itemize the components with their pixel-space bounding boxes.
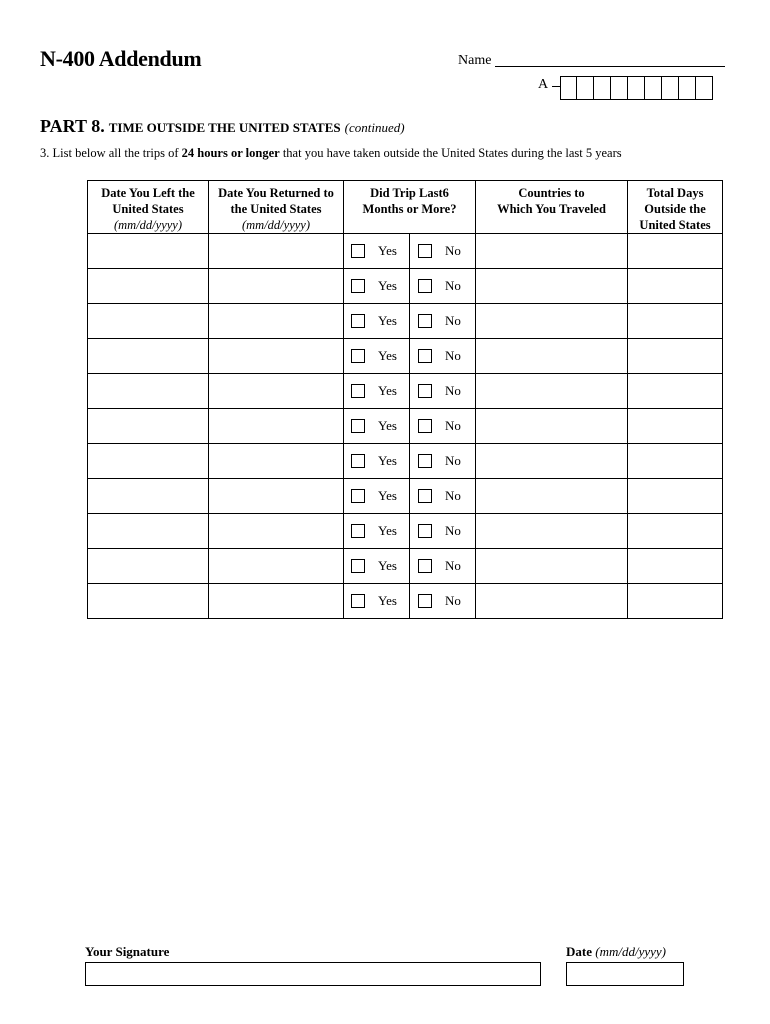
- table-row: [88, 374, 723, 409]
- a-number-digit-box[interactable]: [628, 76, 645, 100]
- countries-cell[interactable]: [476, 339, 628, 374]
- table-header-row: [88, 181, 723, 234]
- form-title: N-400 Addendum: [40, 46, 202, 71]
- col-header-line: Date You Left the: [101, 186, 195, 200]
- no-label: No: [445, 558, 461, 573]
- a-number-digit-box[interactable]: [645, 76, 662, 100]
- a-number-digit-box[interactable]: [696, 76, 713, 100]
- yes-option: [344, 409, 410, 444]
- date-field[interactable]: [566, 962, 684, 986]
- yes-checkbox[interactable]: [351, 559, 365, 573]
- col-header-line: United States: [112, 202, 184, 216]
- days-cell[interactable]: [628, 514, 723, 549]
- no-label: No: [445, 523, 461, 538]
- yes-option: [344, 339, 410, 374]
- date-returned-cell[interactable]: [209, 409, 344, 444]
- date-returned-cell[interactable]: [209, 269, 344, 304]
- yes-option: [344, 269, 410, 304]
- col-header-line: Total Days: [646, 186, 704, 200]
- no-option: [410, 304, 476, 339]
- date-left-cell[interactable]: [88, 269, 209, 304]
- no-checkbox[interactable]: [418, 419, 432, 433]
- days-cell[interactable]: [628, 339, 723, 374]
- no-option: [410, 374, 476, 409]
- part-title: TIME OUTSIDE THE UNITED STATES: [108, 120, 341, 135]
- a-number-digit-box[interactable]: [560, 76, 577, 100]
- col-header-line: Date You Returned to: [218, 186, 334, 200]
- col-header-date-returned: [209, 181, 344, 234]
- days-cell[interactable]: [628, 409, 723, 444]
- a-number-label: A: [538, 77, 549, 92]
- date-returned-cell[interactable]: [209, 444, 344, 479]
- no-label: No: [445, 488, 461, 503]
- no-label: No: [445, 418, 461, 433]
- col-header-countries: [476, 181, 628, 234]
- instruction-emphasis: 24 hours or longer: [181, 146, 280, 160]
- days-cell[interactable]: [628, 234, 723, 269]
- no-label: No: [445, 278, 461, 293]
- no-option: [410, 444, 476, 479]
- a-number-digit-box[interactable]: [594, 76, 611, 100]
- no-label: No: [445, 243, 461, 258]
- countries-cell[interactable]: [476, 514, 628, 549]
- yes-label: Yes: [378, 243, 397, 258]
- countries-cell[interactable]: [476, 374, 628, 409]
- yes-label: Yes: [378, 313, 397, 328]
- yes-label: Yes: [378, 523, 397, 538]
- countries-cell[interactable]: [476, 479, 628, 514]
- yes-option: [344, 444, 410, 479]
- no-label: No: [445, 348, 461, 363]
- name-field[interactable]: [495, 66, 725, 67]
- no-checkbox[interactable]: [418, 279, 432, 293]
- no-label: No: [445, 313, 461, 328]
- yes-checkbox[interactable]: [351, 314, 365, 328]
- no-option: [410, 269, 476, 304]
- name-label: Name: [458, 53, 492, 68]
- no-checkbox[interactable]: [418, 594, 432, 608]
- date-returned-cell[interactable]: [209, 584, 344, 619]
- yes-checkbox[interactable]: [351, 349, 365, 363]
- date-label: [566, 944, 666, 960]
- table-row: [88, 549, 723, 584]
- col-header-date-left: [88, 181, 209, 234]
- table-row: [88, 304, 723, 339]
- yes-label: Yes: [378, 593, 397, 608]
- col-header-line: Countries to: [518, 186, 585, 200]
- yes-option: [344, 549, 410, 584]
- date-left-cell[interactable]: [88, 514, 209, 549]
- yes-checkbox[interactable]: [351, 489, 365, 503]
- date-returned-cell[interactable]: [209, 339, 344, 374]
- no-option: [410, 234, 476, 269]
- days-cell[interactable]: [628, 479, 723, 514]
- yes-label: Yes: [378, 383, 397, 398]
- date-left-cell[interactable]: [88, 584, 209, 619]
- part-number: PART 8.: [40, 116, 105, 136]
- countries-cell[interactable]: [476, 304, 628, 339]
- date-left-cell[interactable]: [88, 339, 209, 374]
- yes-option: [344, 514, 410, 549]
- date-left-cell[interactable]: [88, 234, 209, 269]
- no-option: [410, 584, 476, 619]
- no-label: No: [445, 453, 461, 468]
- yes-checkbox[interactable]: [351, 244, 365, 258]
- days-cell[interactable]: [628, 374, 723, 409]
- table-row: [88, 514, 723, 549]
- part-continued: (continued): [344, 120, 405, 135]
- yes-option: [344, 304, 410, 339]
- days-cell[interactable]: [628, 549, 723, 584]
- col-header-line: Months or More?: [362, 202, 457, 216]
- yes-option: [344, 479, 410, 514]
- date-left-cell[interactable]: [88, 374, 209, 409]
- trips-table: [87, 180, 723, 619]
- no-checkbox[interactable]: [418, 314, 432, 328]
- date-left-cell[interactable]: [88, 444, 209, 479]
- instruction-prefix: 3. List below all the trips of: [40, 146, 182, 160]
- no-option: [410, 479, 476, 514]
- yes-option: [344, 234, 410, 269]
- no-checkbox[interactable]: [418, 454, 432, 468]
- yes-checkbox[interactable]: [351, 384, 365, 398]
- instruction-text: [40, 146, 622, 161]
- table-row: [88, 234, 723, 269]
- yes-option: [344, 584, 410, 619]
- countries-cell[interactable]: [476, 409, 628, 444]
- no-checkbox[interactable]: [418, 559, 432, 573]
- date-format: (mm/dd/yyyy): [595, 944, 666, 959]
- yes-checkbox[interactable]: [351, 279, 365, 293]
- a-number-digit-box[interactable]: [662, 76, 679, 100]
- trips-table-body: [88, 234, 723, 619]
- no-option: [410, 549, 476, 584]
- days-cell[interactable]: [628, 269, 723, 304]
- table-row: [88, 584, 723, 619]
- date-returned-cell[interactable]: [209, 234, 344, 269]
- yes-label: Yes: [378, 278, 397, 293]
- countries-cell[interactable]: [476, 269, 628, 304]
- table-row: [88, 339, 723, 374]
- yes-checkbox[interactable]: [351, 594, 365, 608]
- col-header-days: [628, 181, 723, 234]
- days-cell[interactable]: [628, 584, 723, 619]
- yes-label: Yes: [378, 418, 397, 433]
- col-header-line: United States: [639, 218, 711, 232]
- yes-label: Yes: [378, 348, 397, 363]
- table-row: [88, 269, 723, 304]
- a-number-digit-box[interactable]: [611, 76, 628, 100]
- col-header-format: (mm/dd/yyyy): [113, 218, 183, 232]
- a-number-dash: [552, 86, 560, 87]
- no-checkbox[interactable]: [418, 349, 432, 363]
- signature-label: Your Signature: [85, 944, 170, 959]
- col-header-line: Which You Traveled: [497, 202, 606, 216]
- no-option: [410, 409, 476, 444]
- countries-cell[interactable]: [476, 234, 628, 269]
- date-returned-cell[interactable]: [209, 549, 344, 584]
- no-option: [410, 514, 476, 549]
- signature-field[interactable]: [85, 962, 541, 986]
- date-returned-cell[interactable]: [209, 514, 344, 549]
- no-option: [410, 339, 476, 374]
- yes-label: Yes: [378, 488, 397, 503]
- no-checkbox[interactable]: [418, 524, 432, 538]
- yes-label: Yes: [378, 558, 397, 573]
- date-left-cell[interactable]: [88, 479, 209, 514]
- table-row: [88, 479, 723, 514]
- part-heading: [40, 116, 405, 137]
- col-header-line: Outside the: [644, 202, 706, 216]
- no-checkbox[interactable]: [418, 384, 432, 398]
- no-label: No: [445, 593, 461, 608]
- countries-cell[interactable]: [476, 444, 628, 479]
- date-returned-cell[interactable]: [209, 304, 344, 339]
- date-returned-cell[interactable]: [209, 479, 344, 514]
- date-left-cell[interactable]: [88, 304, 209, 339]
- yes-checkbox[interactable]: [351, 524, 365, 538]
- date-left-cell[interactable]: [88, 409, 209, 444]
- yes-checkbox[interactable]: [351, 454, 365, 468]
- date-returned-cell[interactable]: [209, 374, 344, 409]
- no-checkbox[interactable]: [418, 244, 432, 258]
- yes-option: [344, 374, 410, 409]
- table-row: [88, 409, 723, 444]
- table-row: [88, 444, 723, 479]
- date-left-cell[interactable]: [88, 549, 209, 584]
- a-number-field[interactable]: [560, 76, 713, 100]
- days-cell[interactable]: [628, 304, 723, 339]
- yes-checkbox[interactable]: [351, 419, 365, 433]
- col-header-line: Did Trip Last6: [370, 186, 449, 200]
- countries-cell[interactable]: [476, 584, 628, 619]
- a-number-digit-box[interactable]: [577, 76, 594, 100]
- days-cell[interactable]: [628, 444, 723, 479]
- col-header-format: (mm/dd/yyyy): [241, 218, 311, 232]
- no-label: No: [445, 383, 461, 398]
- col-header-six-months: [344, 181, 476, 234]
- no-checkbox[interactable]: [418, 489, 432, 503]
- instruction-suffix: that you have taken outside the United States during the last 5 years: [279, 146, 622, 160]
- col-header-line: the United States: [230, 202, 322, 216]
- yes-label: Yes: [378, 453, 397, 468]
- a-number-digit-box[interactable]: [679, 76, 696, 100]
- countries-cell[interactable]: [476, 549, 628, 584]
- date-label-text: Date: [566, 944, 592, 959]
